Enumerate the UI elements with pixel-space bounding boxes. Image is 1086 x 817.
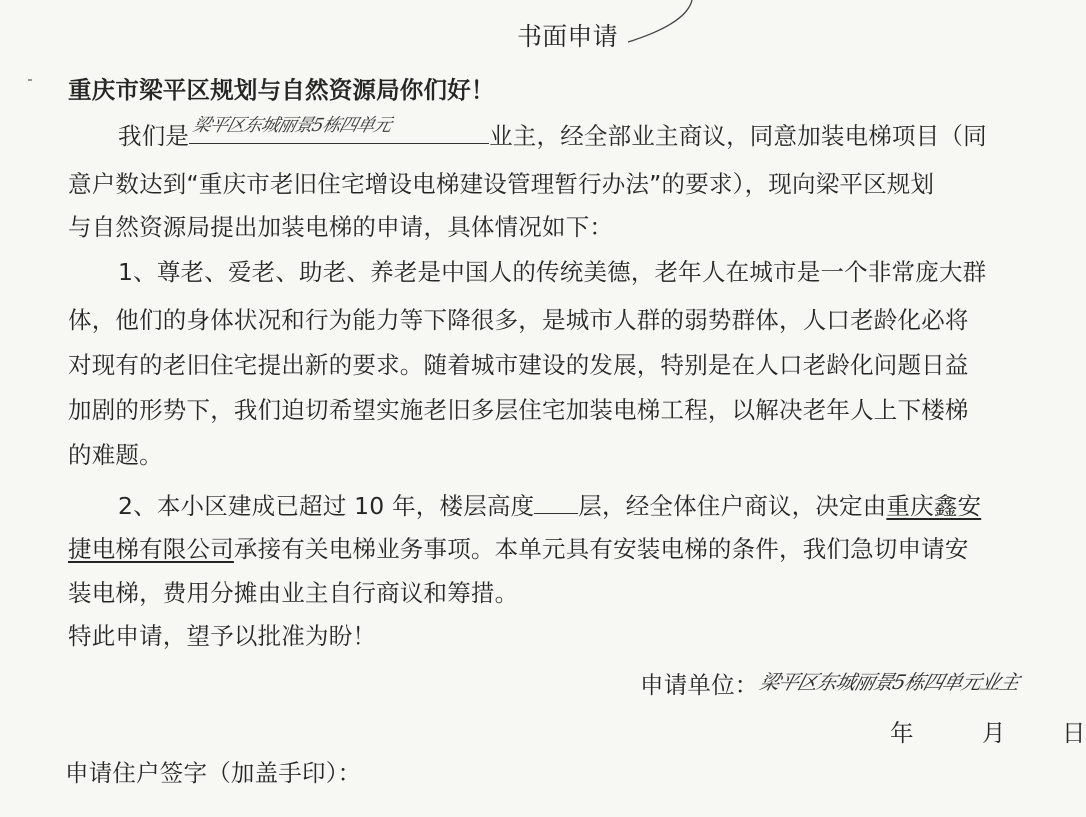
pen-stroke-mark: [628, 0, 692, 42]
applicant-label: 申请单位：: [640, 671, 759, 699]
p1-suffix: 业主，经全部业主商议，同意加装电梯项目（同: [489, 122, 987, 150]
closing-line: 特此申请，望予以批准为盼！: [68, 622, 377, 650]
p3-line2-rest: 承接有关电梯业务事项。本单元具有安装电梯的条件，我们急切申请安: [233, 535, 969, 563]
floor-height-blank: [534, 489, 578, 514]
salutation: 重庆市梁平区规划与自然资源局你们好！: [68, 76, 495, 104]
paragraph-2-line-4: 加剧的形势下，我们迫切希望实施老旧多层住宅加装电梯工程，以解决老年人上下楼梯: [68, 396, 969, 424]
paragraph-3-line-2: [68, 534, 969, 564]
p3-line1-a: 2、本小区建成已超过 10 年，楼层高度: [118, 492, 535, 520]
handwritten-unit: 梁平区东城丽景5栋四单元: [190, 115, 394, 136]
paragraph-2-line-5: 的难题。: [68, 441, 163, 469]
document-title: 书面申请: [517, 22, 618, 51]
paragraph-2-line-3: 对现有的老旧住宅提出新的要求。随着城市建设的发展，特别是在人口老龄化问题日益: [68, 351, 969, 379]
paragraph-2-line-2: 体，他们的身体状况和行为能力等下降很多，是城市人群的弱势群体，人口老龄化必将: [68, 306, 969, 334]
date-year: 年: [890, 719, 914, 747]
paragraph-1-line-3: 与自然资源局提出加装电梯的申请，具体情况如下：: [68, 213, 614, 241]
date-month: 月: [982, 719, 1006, 747]
paragraph-2-line-1: 1、尊老、爱老、助老、养老是中国人的传统美德，老年人在城市是一个非常庞大群: [118, 258, 987, 286]
p3-line1-b: 层，经全体住户商议，决定由: [578, 492, 887, 520]
unit-blank: [189, 115, 489, 144]
applicant-handwritten: 梁平区东城丽景5栋四单元业主: [756, 670, 1022, 694]
paragraph-1-line-1: [118, 115, 987, 151]
paragraph-3-line-3: 装电梯，费用分摊由业主自行商议和筹措。: [68, 579, 519, 607]
company-name-part-2: 捷电梯有限公司: [68, 535, 234, 563]
date-day: 日: [1062, 719, 1086, 747]
paragraph-1-line-2: 意户数达到“重庆市老旧住宅增设电梯建设管理暂行办法”的要求），现向梁平区规划: [68, 170, 935, 198]
applicant-line: [640, 670, 1022, 701]
paragraph-3-line-1: [118, 489, 981, 521]
p1-prefix: 我们是: [118, 122, 190, 150]
signature-label: 申请住户签字（加盖手印）：: [65, 759, 362, 787]
company-name-part-1: 重庆鑫安: [886, 492, 982, 520]
